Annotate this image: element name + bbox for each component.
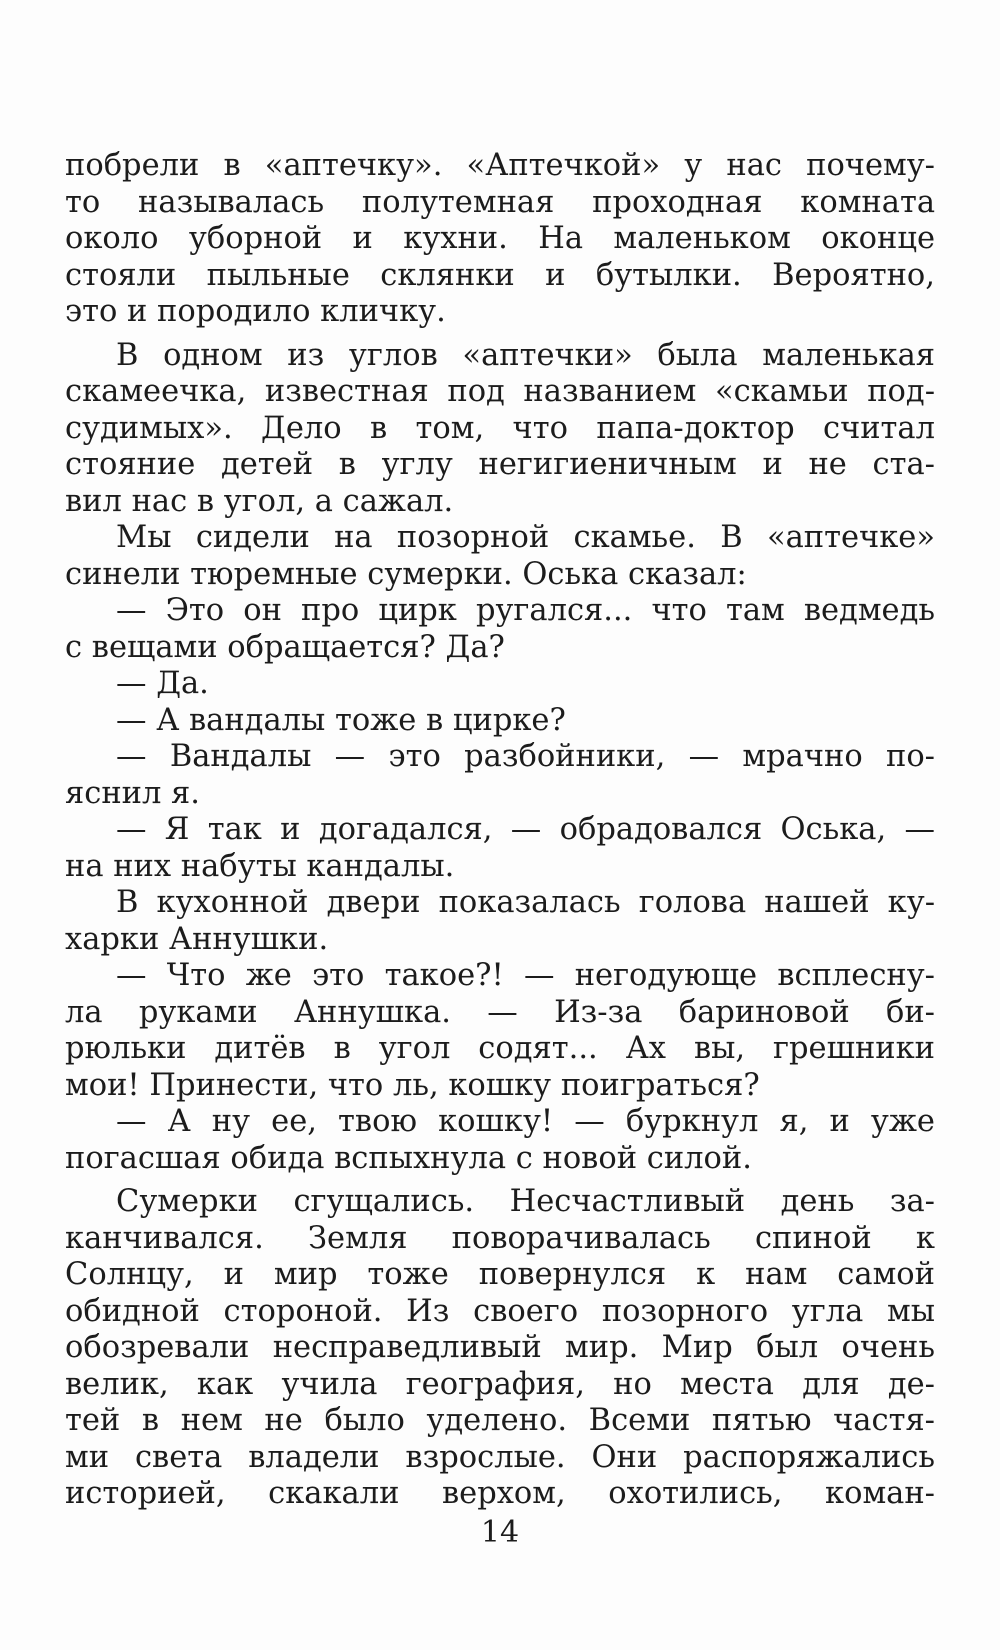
text-line: — Это он про цирк ругался... что там ведмедь: [116, 593, 935, 628]
text-line: — Что же это такое?! — негодующе всплесну-: [116, 958, 935, 993]
text-line: — Вандалы — это разбойники, — мрачно по-: [116, 739, 935, 774]
text-line: — А ну ее, твою кошку! — буркнул я, и уже: [116, 1104, 935, 1139]
page-number: 14: [480, 1515, 520, 1550]
text-line: тей в нем не было уделено. Всеми пятью частя-: [65, 1403, 935, 1438]
text-line: это и породило кличку.: [65, 294, 446, 329]
text-line: мои! Принести, что ль, кошку поиграться?: [65, 1067, 760, 1103]
text-line: судимых». Дело в том, что папа-доктор считал: [65, 410, 935, 446]
text-line: около уборной и кухни. На маленьком оконце: [65, 221, 935, 256]
text-line: побрели в «аптечку». «Аптечкой» у нас почему-: [65, 148, 935, 183]
text-line: на них набуты кандалы.: [65, 848, 455, 884]
text-line: историей, скакали верхом, охотились, коман-: [65, 1476, 935, 1511]
text-line: В одном из углов «аптечки» была маленькая: [116, 337, 935, 373]
text-line: ми света владели взрослые. Они распоряжались: [65, 1439, 935, 1475]
text-line: Мы сидели на позорной скамье. В «аптечке»: [116, 520, 935, 555]
text-line: В кухонной двери показалась голова нашей ку-: [116, 885, 935, 920]
text-line: синели тюремные сумерки. Оська сказал:: [65, 556, 747, 592]
text-line: вил нас в угол, а сажал.: [65, 483, 454, 519]
text-line: — Да.: [116, 666, 209, 701]
text-line: — А вандалы тоже в цирке?: [116, 702, 566, 738]
text-line: яснил я.: [65, 775, 200, 811]
text-line: рюльки дитёв в угол содят... Ах вы, грешники: [65, 1031, 935, 1066]
body-text: [65, 148, 935, 1513]
text-line: стояли пыльные склянки и бутылки. Вероятно,: [65, 257, 935, 293]
text-line: Сумерки сгущались. Несчастливый день за-: [116, 1184, 935, 1219]
text-line: канчивался. Земля поворачивалась спиной к: [65, 1220, 935, 1256]
text-line: ла руками Аннушка. — Из-за бариновой би-: [65, 994, 935, 1030]
text-line: то называлась полутемная проходная комната: [65, 184, 935, 220]
text-line: обидной стороной. Из своего позорного угла мы: [65, 1293, 935, 1329]
text-line: харки Аннушки.: [65, 921, 329, 957]
text-line: с вещами обращается? Да?: [65, 629, 505, 665]
text-line: велик, как учила география, но места для де-: [65, 1366, 935, 1402]
text-line: обозревали несправедливый мир. Мир был очень: [65, 1330, 935, 1365]
text-line: скамеечка, известная под названием «скамьи под-: [65, 374, 935, 409]
text-line: стояние детей в углу негигиеничным и не ста-: [65, 447, 935, 482]
text-line: — Я так и догадался, — обрадовался Оська, —: [116, 812, 935, 847]
text-line: Солнцу, и мир тоже повернулся к нам самой: [65, 1257, 935, 1292]
text-line: погасшая обида вспыхнула с новой силой.: [65, 1140, 752, 1176]
